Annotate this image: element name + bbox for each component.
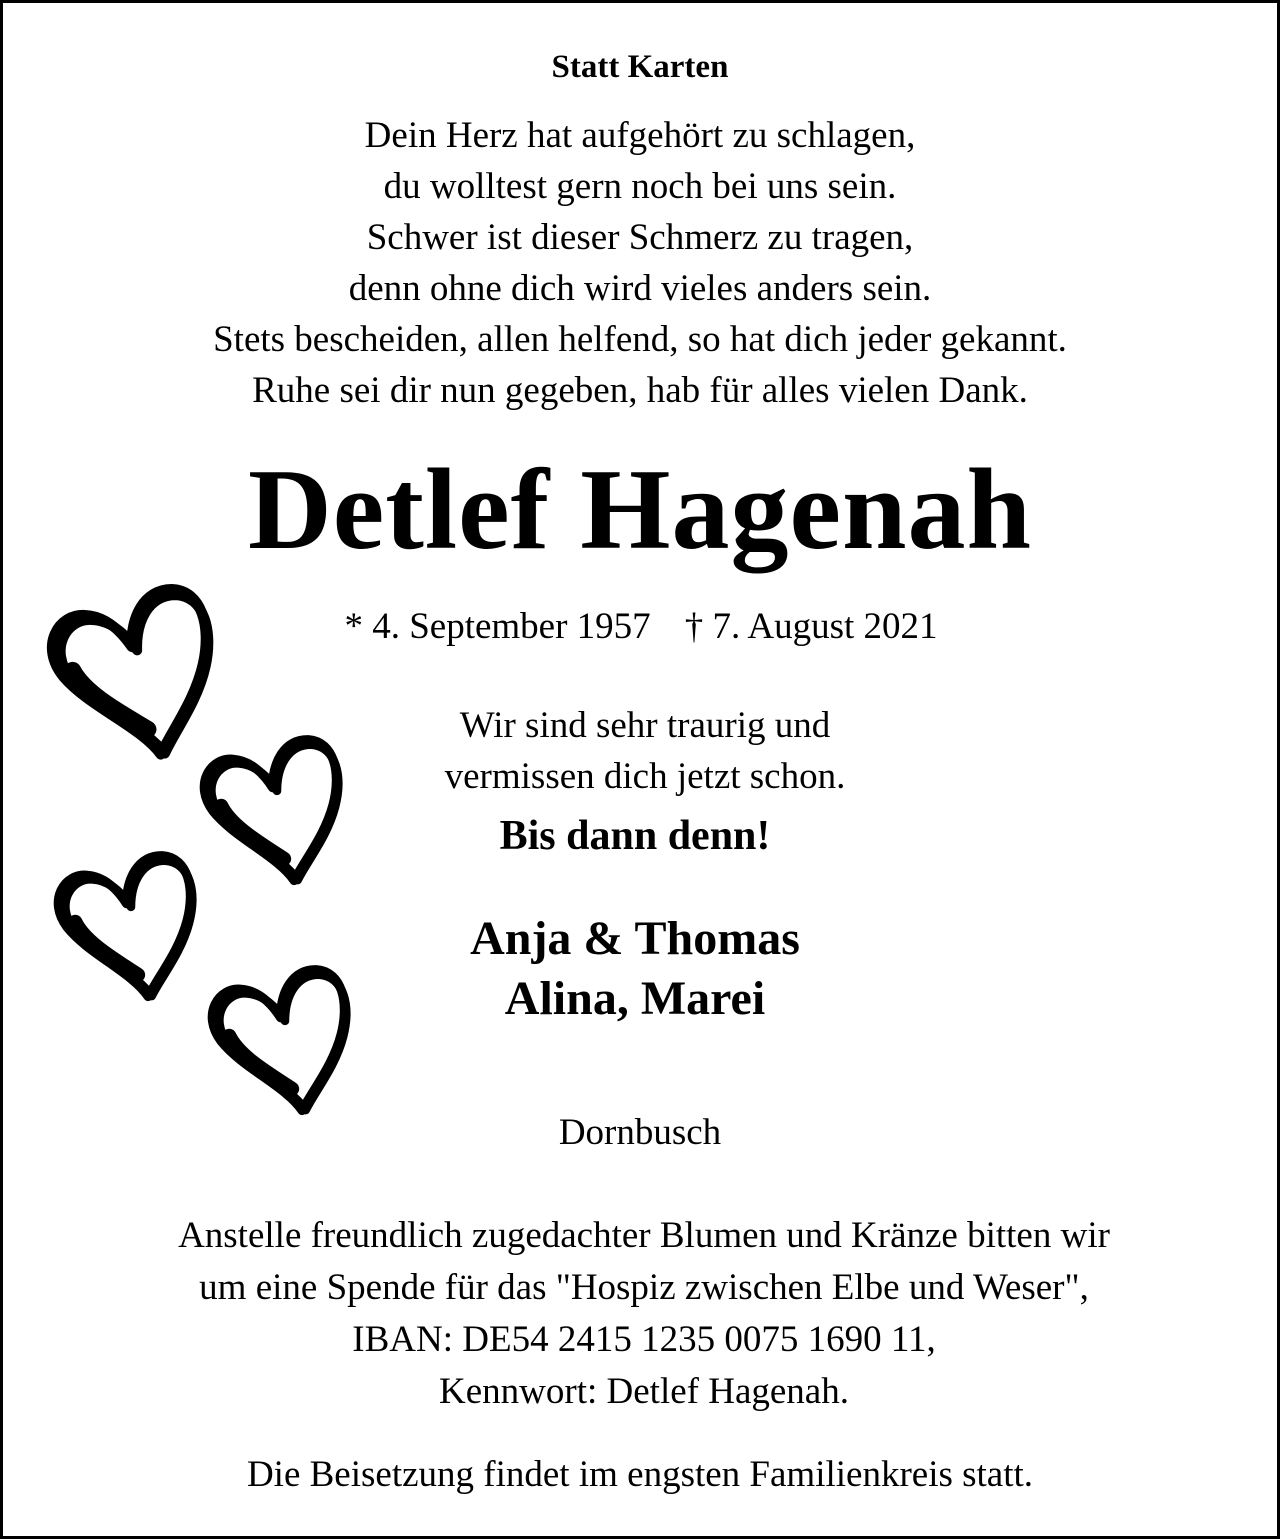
note-line: um eine Spende für das "Hospiz zwischen Elbe und Weser", bbox=[199, 1267, 1089, 1308]
poem-line: du wolltest gern noch bei uns sein. bbox=[383, 166, 897, 207]
heart-icon bbox=[52, 850, 211, 1011]
mourning-line: vermissen dich jetzt schon. bbox=[444, 756, 846, 797]
signature-line: Anja & Thomas bbox=[470, 912, 800, 965]
birth-date: * 4. September 1957 bbox=[344, 606, 651, 647]
deceased-name: Detlef Hagenah bbox=[248, 446, 1032, 574]
kicker-heading: Statt Karten bbox=[551, 49, 729, 85]
note-line: Anstelle freundlich zugedachter Blumen und Kränze bitten wir bbox=[178, 1215, 1110, 1256]
note-line: Kennwort: Detlef Hagenah. bbox=[439, 1371, 849, 1412]
donation-note bbox=[3, 1210, 1280, 1418]
closing-line: Die Beisetzung findet im engsten Familienkreis statt. bbox=[246, 1454, 1034, 1495]
mourning-line: Wir sind sehr traurig und bbox=[459, 705, 831, 746]
signature bbox=[265, 909, 1005, 1029]
poem-line: denn ohne dich wird vieles anders sein. bbox=[348, 268, 932, 309]
poem-line: Schwer ist dieser Schmerz zu tragen, bbox=[366, 217, 914, 258]
life-dates bbox=[3, 603, 1279, 651]
farewell-line: Bis dann denn! bbox=[499, 813, 771, 859]
hearts-decoration bbox=[43, 563, 383, 1163]
note-line: IBAN: DE54 2415 1235 0075 1690 11, bbox=[352, 1319, 936, 1360]
poem bbox=[3, 110, 1277, 416]
death-date: † 7. August 2021 bbox=[684, 606, 938, 647]
place-name: Dornbusch bbox=[558, 1112, 722, 1153]
poem-line: Ruhe sei dir nun gegeben, hab für alles vielen Dank. bbox=[252, 370, 1028, 411]
mourning-text bbox=[275, 700, 1015, 802]
signature-line: Alina, Marei bbox=[504, 972, 766, 1025]
poem-line: Dein Herz hat aufgehört zu schlagen, bbox=[364, 115, 916, 156]
poem-line: Stets bescheiden, allen helfend, so hat dich jeder gekannt. bbox=[213, 319, 1067, 360]
